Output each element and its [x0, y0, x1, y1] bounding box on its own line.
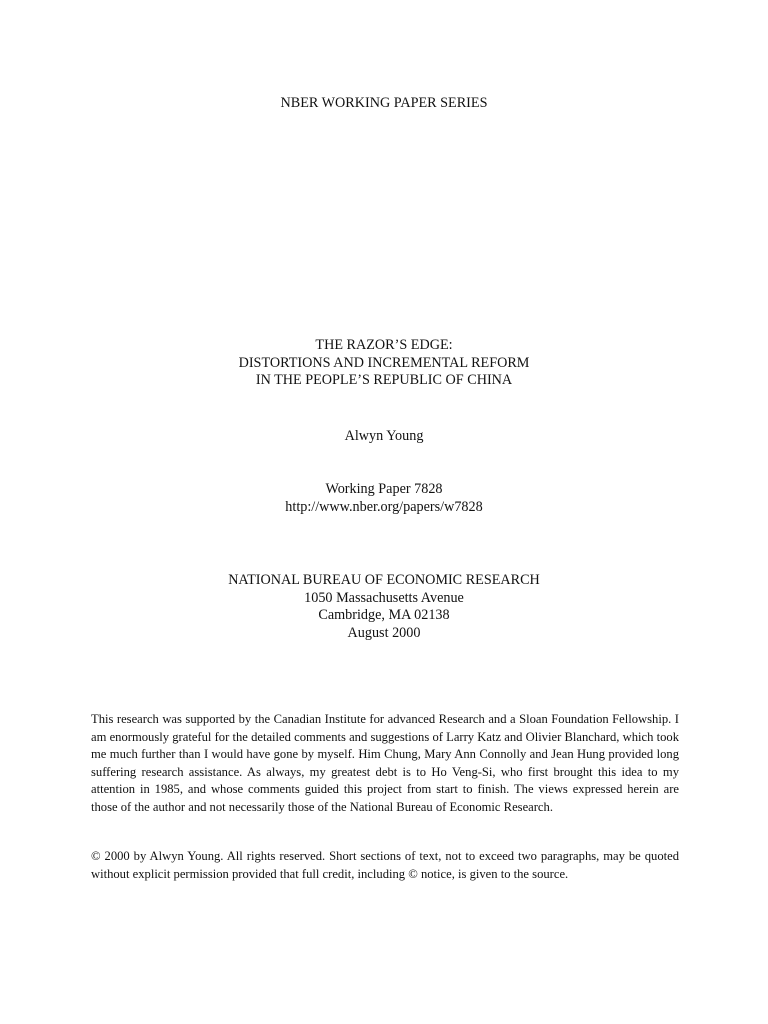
title-line-1: THE RAZOR’S EDGE: — [315, 337, 453, 353]
institution-name: NATIONAL BUREAU OF ECONOMIC RESEARCH — [228, 572, 540, 588]
title-line-3: IN THE PEOPLE’S REPUBLIC OF CHINA — [255, 372, 513, 388]
institution-city: Cambridge, MA 02138 — [318, 607, 450, 623]
working-paper-info — [0, 481, 768, 516]
publication-date: August 2000 — [347, 624, 421, 641]
series-heading — [0, 95, 768, 113]
acknowledgement-paragraph: This research was supported by the Canadian Institute for advanced Research and a Sloan Foundation Fellowship. I am enormously grateful for the detailed comments and suggestions of Larry Katz and Olivier Blanchard, which took me much further than I would have gone by myself. Him Chung, Mary Ann Connolly and Jean Hung provided long suffering research assistance. As always, my greatest debt is to Ho Veng-Si, who first brought this idea to my attention in 1985, and whose comments guided this project from start to finish. The views expressed herein are those of the author and not necessarily those of the National Bureau of Economic Research. — [91, 712, 679, 814]
institution-block — [0, 572, 768, 642]
author-block — [0, 428, 768, 446]
copyright-notice: © 2000 by Alwyn Young. All rights reserved. Short sections of text, not to exceed two paragraphs, may be quoted without explicit permission provided that full credit, including © notice, is given to the source. — [91, 849, 679, 881]
series-name: NBER WORKING PAPER SERIES — [280, 95, 488, 111]
working-paper-url: http://www.nber.org/papers/w7828 — [285, 498, 483, 515]
working-paper-number: Working Paper 7828 — [325, 481, 443, 497]
paper-title — [0, 337, 768, 390]
institution-street: 1050 Massachusetts Avenue — [304, 589, 464, 606]
author-name: Alwyn Young — [344, 428, 424, 444]
title-line-2: DISTORTIONS AND INCREMENTAL REFORM — [238, 354, 530, 371]
